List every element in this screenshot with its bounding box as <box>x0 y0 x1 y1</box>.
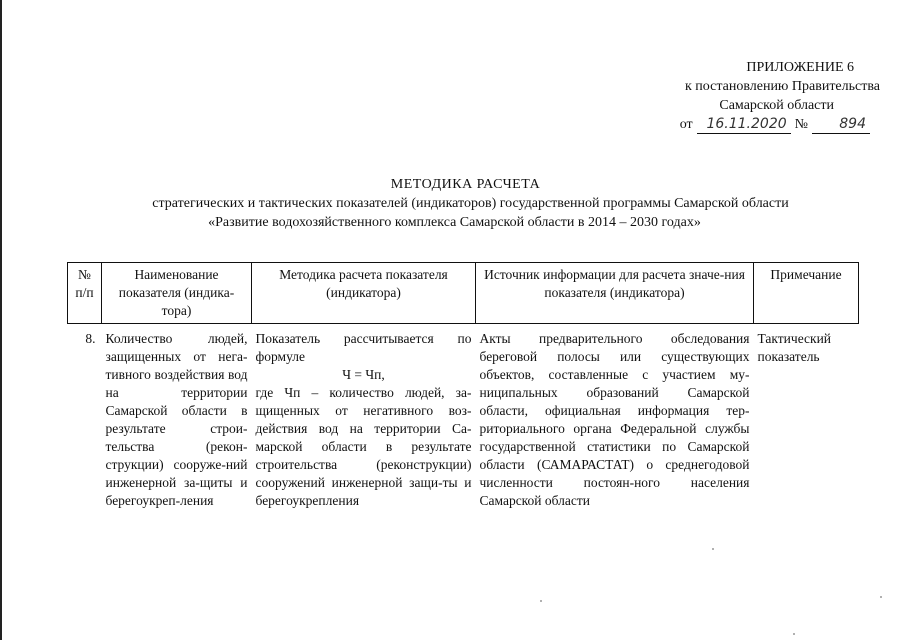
header-note: Примечание <box>754 263 859 324</box>
header-number: № п/п <box>68 263 102 324</box>
scan-speck <box>540 600 542 602</box>
heading-title: МЕТОДИКА РАСЧЕТА <box>390 177 541 192</box>
number-label: № <box>794 117 808 132</box>
heading-line-2: стратегических и тактических показателей (индикаторов) государственной программы Самарской области <box>152 196 789 211</box>
method-description: где Чп – количество людей, за-щищенных от негативного воз-действия вод на территории Са-марской области в результате строительства (реконструкции) сооружений инженерной защи-ты и берегоукрепления <box>255 385 472 508</box>
row-method <box>252 324 476 511</box>
handwritten-date: 16.11.2020 <box>697 116 791 134</box>
method-intro: Показатель рассчитывается по формуле <box>255 331 472 364</box>
table-row <box>68 324 859 511</box>
table-header-row <box>68 263 859 324</box>
indicators-table <box>67 262 859 510</box>
appendix-block <box>640 58 880 134</box>
date-number-line <box>640 115 880 134</box>
header-method: Методика расчета показателя (индикатора) <box>252 263 476 324</box>
header-indicator-name: Наименование показателя (индика-тора) <box>102 263 252 324</box>
heading-line-3: «Развитие водохозяйственного комплекса Самарской области в 2014 – 2030 годах» <box>208 215 701 230</box>
scan-speck <box>712 548 714 550</box>
row-source: Акты предварительного обследования береговой полосы или существующих объектов, составленные с участием му-ниципальных образований Самарской области, официальная информация тер-риториального органа Федеральной службы государственной статистики по Самарской области (САМАРАСТАТ) о среднегодовой численности постоян-ного населения Самарской области <box>479 331 750 508</box>
row-indicator-name: Количество людей, защищенных от нега-тивного воздействия вод на территории Самарской области в результате строи-тельства (рекон-струкции) сооруже-ний инженерной за-щиты и берегоукреп-ления <box>105 331 248 508</box>
appendix-title: ПРИЛОЖЕНИЕ 6 <box>746 60 854 75</box>
header-source: Источник информации для расчета значе-ния показателя (индикатора) <box>476 263 754 324</box>
appendix-line-3: Самарской области <box>719 98 834 113</box>
handwritten-number: 894 <box>812 116 870 134</box>
document-heading <box>0 175 905 232</box>
row-note: Тактический показатель <box>757 331 832 364</box>
page-left-edge <box>0 0 2 640</box>
appendix-line-2: к постановлению Правительства <box>684 79 880 94</box>
row-number: 8. <box>85 331 96 346</box>
from-label: от <box>679 117 693 132</box>
method-formula: Ч = Чп, <box>342 367 385 382</box>
scan-speck <box>880 596 882 598</box>
scan-speck <box>793 633 795 635</box>
